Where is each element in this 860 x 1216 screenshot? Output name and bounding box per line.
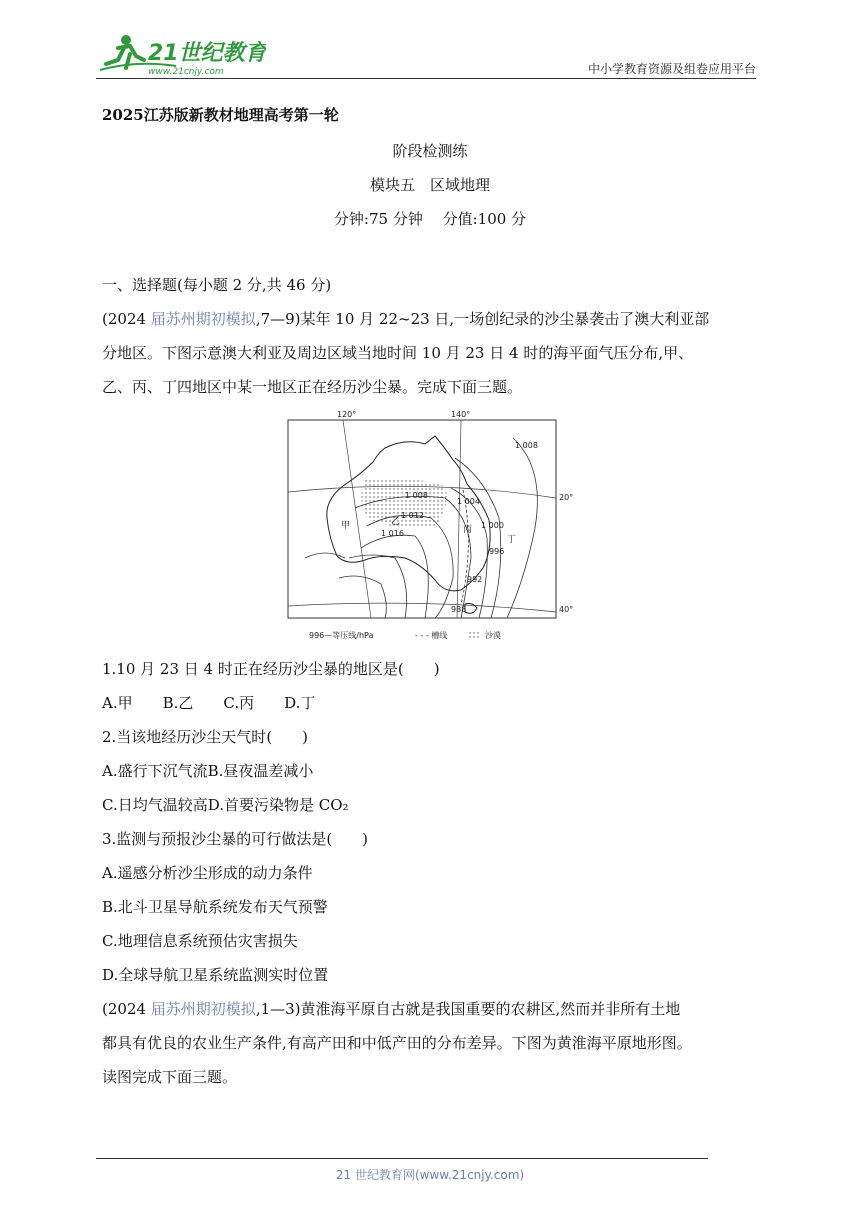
lat-label: 40° xyxy=(559,605,574,614)
lat-label: 20° xyxy=(559,493,574,502)
legend-desert-swatch xyxy=(469,630,481,638)
source-tag: 届苏州期初模拟 xyxy=(146,1000,256,1018)
isobar-label: 1 012 xyxy=(401,511,424,520)
footer-link[interactable]: 21 世纪教育网(www.21cnjy.com) xyxy=(335,1168,525,1182)
footer-divider xyxy=(96,1158,708,1159)
lon-label: 120° xyxy=(337,410,357,419)
source-tag: 届苏州期初模拟 xyxy=(146,310,256,328)
legend-trough: - - - 槽线 xyxy=(415,631,448,640)
region-label: 乙 xyxy=(391,517,401,527)
trough-line xyxy=(461,490,468,604)
module-title: 模块五 区域地理 xyxy=(369,176,490,194)
region-label: 丁 xyxy=(507,535,517,545)
question-options: A.盛行下沉气流B.昼夜温差减小 xyxy=(102,762,314,780)
legend-desert: 沙漠 xyxy=(485,631,501,640)
isobar-label: 1 008 xyxy=(515,441,538,450)
legend-isobar: 996—等压线/hPa xyxy=(309,631,374,640)
svg-text:21世纪教育: 21世纪教育 xyxy=(148,41,266,66)
isobar-label: 988 xyxy=(451,605,467,614)
section-heading: 一、选择题(每小题 2 分,共 46 分) xyxy=(102,276,332,294)
question-list xyxy=(102,652,762,1094)
question-options: C.地理信息系统预估灾害损失 xyxy=(102,932,298,950)
region-label: 丙 xyxy=(463,525,473,535)
isobar-label: 1 016 xyxy=(381,529,404,538)
isobar-label: 1 000 xyxy=(481,521,504,530)
passage-one xyxy=(102,268,762,404)
question-options: A.遥感分析沙尘形成的动力条件 xyxy=(102,864,313,882)
isobar-label: 1 008 xyxy=(405,491,428,500)
question-stem: 2.当该地经历沙尘天气时( ) xyxy=(102,728,309,746)
isobar-label: 1 004 xyxy=(457,497,480,506)
lon-label: 140° xyxy=(451,410,471,419)
region-label: 甲 xyxy=(341,521,351,531)
question-stem: 3.监测与预报沙尘暴的可行做法是( ) xyxy=(102,830,369,848)
passage-line: 读图完成下面三题。 xyxy=(102,1068,238,1086)
passage-line: (2024 届苏州期初模拟,1—3)黄淮海平原自古就是我国重要的农耕区,然而并非所有土地 xyxy=(102,1000,681,1018)
svg-text:www.21cnjy.com: www.21cnjy.com xyxy=(148,67,224,77)
passage-line: 分地区。下图示意澳大利亚及周边区域当地时间 10 月 23 日 4 时的海平面气压分布,甲、 xyxy=(102,344,694,362)
passage-line: 都具有优良的农业生产条件,有高产田和中低产田的分布差异。下图为黄淮海平原地形图。 xyxy=(102,1034,692,1052)
meridian-line xyxy=(343,420,371,618)
question-options: B.北斗卫星导航系统发布天气预警 xyxy=(102,898,328,916)
question-options: A.甲 B.乙 C.丙 D.丁 xyxy=(102,694,316,712)
platform-name: 中小学教育资源及组卷应用平台 xyxy=(587,62,756,76)
question-stem: 1.10 月 23 日 4 时正在经历沙尘暴的地区是( ) xyxy=(102,660,440,678)
site-logo xyxy=(96,30,266,80)
passage-line: (2024 届苏州期初模拟,7—9)某年 10 月 22~23 日,一场创纪录的沙尘暴袭击了澳大利亚部 xyxy=(102,310,710,328)
parallel-line xyxy=(288,603,556,612)
exam-title: 阶段检测练 xyxy=(392,142,468,160)
exam-meta: 分钟:75 分钟 分值:100 分 xyxy=(333,210,527,228)
isobar-label: 996 xyxy=(489,547,505,556)
passage-line: 乙、丙、丁四地区中某一地区正在经历沙尘暴。完成下面三题。 xyxy=(102,378,523,396)
meridian-line xyxy=(457,420,461,618)
australia-pressure-map xyxy=(285,408,581,644)
question-options: C.日均气温较高D.首要污染物是 CO₂ xyxy=(102,796,349,814)
header-divider xyxy=(96,78,756,79)
question-options: D.全球导航卫星系统监测实时位置 xyxy=(102,966,329,984)
document-title: 2025江苏版新教材地理高考第一轮 xyxy=(102,106,339,124)
isobar-label: 992 xyxy=(467,575,483,584)
